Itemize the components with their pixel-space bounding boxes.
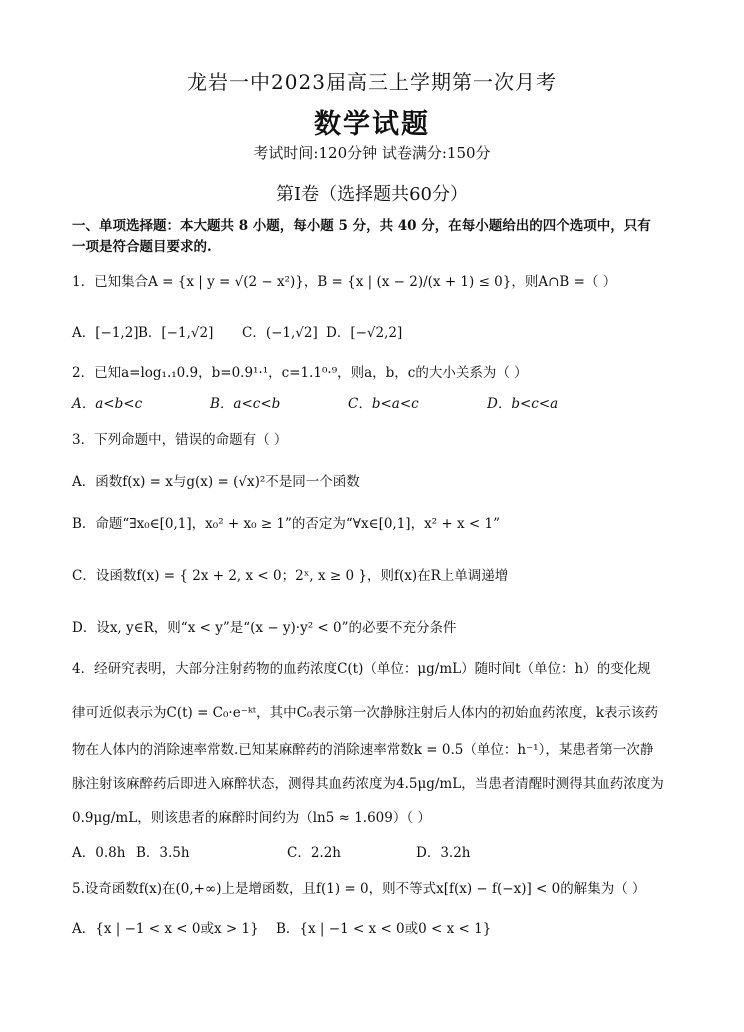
school-title: 龙岩一中2023届高三上学期第一次月考 bbox=[187, 70, 557, 94]
q3-option-b: B．命题“∃x₀∈[0,1]，x₀² + x₀ ≥ 1”的否定为“∀x∈[0,1]，x² + x < 1” bbox=[72, 516, 500, 532]
exam-info: 考试时间:120分钟 试卷满分:150分 bbox=[253, 144, 491, 162]
instruction-line-1: 一、单项选择题：本大题共 8 小题，每小题 5 分，共 40 分，在每小题给出的四个选项中，只有 bbox=[72, 218, 651, 234]
q4-option-a: A．0.8h bbox=[72, 845, 126, 861]
subject-title: 数学试题 bbox=[314, 109, 430, 140]
q1-option-d: D．[−√2,2] bbox=[326, 325, 403, 341]
q3-option-a: A．函数f(x) = x与g(x) = (√x)²不是同一个函数 bbox=[72, 474, 360, 490]
q5-option-b: B．{x | −1 < x < 0或0 < x < 1} bbox=[276, 921, 492, 937]
q4-option-b: B．3.5h bbox=[136, 845, 190, 861]
q2-option-b: B．a<c<b bbox=[210, 396, 281, 412]
q1-option-c: C．(−1,√2] bbox=[242, 325, 318, 341]
question-2-stem: 2．已知a=log₁.₁0.9，b=0.9¹·¹，c=1.1⁰·⁹，则a，b，c的大小关系为（ ） bbox=[72, 365, 528, 381]
question-4-line-1: 4．经研究表明，大部分注射药物的血药浓度C(t)（单位：μg/mL）随时间t（单位：h）的变化规 bbox=[72, 661, 651, 677]
q1-option-a: A．[−1,2] bbox=[72, 325, 139, 341]
q4-option-c: C．2.2h bbox=[287, 845, 341, 861]
question-5-stem: 5.设奇函数f(x)在(0,+∞)上是增函数，且f(1) = 0，则不等式x[f(x) − f(−x)] < 0的解集为（ ） bbox=[72, 881, 646, 897]
q2-option-d: D．b<c<a bbox=[487, 396, 559, 412]
q3-option-d: D．设x, y∈R，则“x < y”是“(x − y)·y² < 0”的必要不充分条件 bbox=[72, 620, 457, 636]
question-3-stem: 3．下列命题中，错误的命题有（ ） bbox=[72, 432, 288, 448]
q5-option-a: A．{x | −1 < x < 0或x > 1} bbox=[72, 921, 259, 937]
instruction-line-2: 一项是符合题目要求的. bbox=[72, 239, 212, 255]
question-4-line-3: 物在人体内的消除速率常数.已知某麻醉药的消除速率常数k = 0.5（单位：h⁻¹），某患者第一次静 bbox=[72, 742, 654, 758]
q3-option-c: C．设函数f(x) = { 2x + 2, x < 0；2ˣ, x ≥ 0 }，则f(x)在R上单调递增 bbox=[72, 568, 509, 584]
question-4-line-4: 脉注射该麻醉药后即进入麻醉状态，测得其血药浓度为4.5μg/mL，当患者清醒时测得其血药浓度为 bbox=[72, 776, 664, 792]
question-1-stem: 1．已知集合A = {x | y = √(2 − x²)}，B = {x | (x − 2)/(x + 1) ≤ 0}，则A∩B =（ ） bbox=[72, 274, 617, 290]
question-4-line-5: 0.9μg/mL，则该患者的麻醉时间约为（ln5 ≈ 1.609）（ ） bbox=[72, 810, 431, 826]
section-title: 第Ⅰ卷（选择题共60分） bbox=[275, 184, 468, 205]
q1-option-b: B．[−1,√2] bbox=[138, 325, 214, 341]
question-4-line-2: 律可近似表示为C(t) = C₀·e⁻ᵏᵗ，其中C₀表示第一次静脉注射后人体内的初始血药浓度，k表示该药 bbox=[72, 705, 659, 721]
q2-option-c: C．b<a<c bbox=[348, 396, 419, 412]
q4-option-d: D．3.2h bbox=[416, 845, 471, 861]
q2-option-a: A．a<b<c bbox=[72, 396, 143, 412]
